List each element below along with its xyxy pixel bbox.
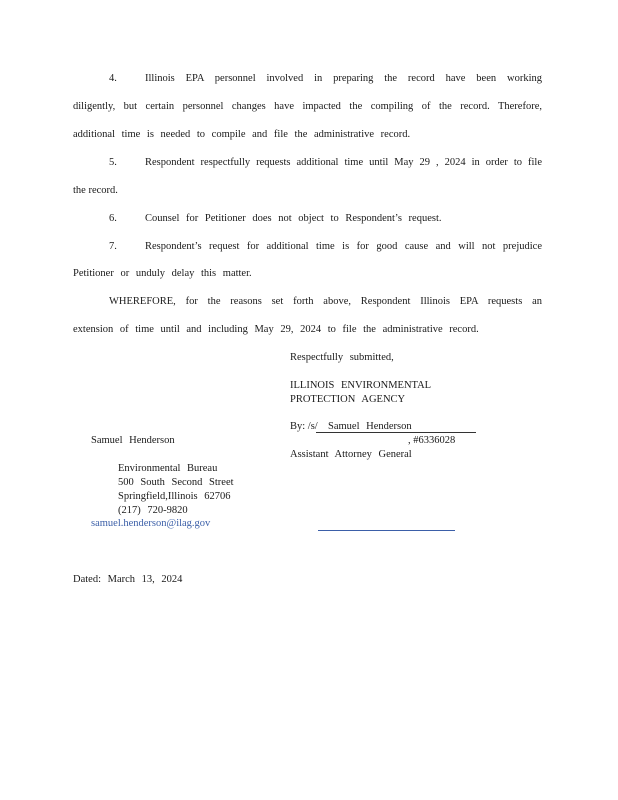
contact-email-link[interactable]: samuel.henderson@ilag.gov [91,518,211,529]
paragraph-4-line-1: Illinois EPA personnel involved in preparing the record have been working [145,73,542,84]
signer-title: Assistant Attorney General [290,449,412,460]
signature-line [316,432,476,433]
contact-bureau: Environmental Bureau [118,463,218,474]
agency-line-2: PROTECTION AGENCY [290,394,406,405]
paragraph-5-number: 5. [109,157,117,168]
paragraph-7-number: 7. [109,241,117,252]
bar-number: , #6336028 [408,435,456,446]
closing: Respectfully submitted, [290,352,394,363]
wherefore-line-2: extension of time until and including May 29, 2024 to file the administrative record. [73,324,479,335]
contact-phone: (217) 720-9820 [118,505,188,516]
agency-line-1: ILLINOIS ENVIRONMENTAL [290,380,432,391]
paragraph-5-line-1: Respondent respectfully requests additional time until May 29 , 2024 in order to file [145,157,542,168]
paragraph-4-line-3: additional time is needed to compile and file the administrative record. [73,129,411,140]
paragraph-4-number: 4. [109,73,117,84]
paragraph-7-line-2: Petitioner or unduly delay this matter. [73,268,252,279]
by-label: By: /s/ [290,421,318,432]
signer-name: Samuel Henderson [328,421,412,432]
contact-city: Springfield,Illinois 62706 [118,491,231,502]
paragraph-5-line-2: the record. [73,185,118,196]
paragraph-4-line-2: diligently, but certain personnel changes have impacted the compiling of the record. Therefore, [73,101,542,112]
paragraph-6-number: 6. [109,213,117,224]
contact-street: 500 South Second Street [118,477,234,488]
contact-name: Samuel Henderson [91,435,175,446]
blue-divider-line [318,530,455,531]
dated-line: Dated: March 13, 2024 [73,574,183,585]
wherefore-line-1: WHEREFORE, for the reasons set forth above, Respondent Illinois EPA requests an [109,296,542,307]
paragraph-6-line-1: Counsel for Petitioner does not object to Respondent’s request. [145,213,442,224]
paragraph-7-line-1: Respondent’s request for additional time is for good cause and will not prejudice [145,241,542,252]
